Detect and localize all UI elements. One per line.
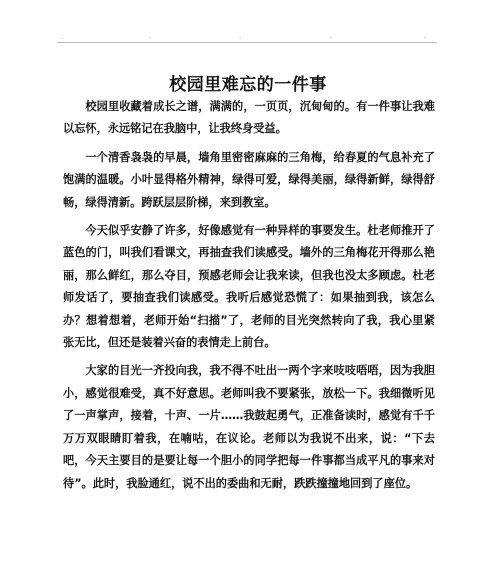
paragraph: 今天似乎安静了许多，好像感觉有一种异样的事要发生。杜老师推开了蓝色的门，叫我们看课文，再抽查我们读感受。墙外的三角梅花开得那么艳丽，那么鲜红，那么夺目，预感老师会让我来读，但我也没太多顾虑。杜老师发话了，要抽查我们读感受。我听后感觉恐慌了：如果抽到我，该怎么办？想着想着，老师开始“扫描”了，老师的目光突然转向了我，我心里紧张无比，但还是装着兴奋的表情走上前台。	[63, 224, 435, 350]
paragraph: 校园里收藏着成长之谱，满满的，一页页，沉甸甸的。有一件事让我难以忘怀，永远铭记在我脑中，让我终身受益。	[63, 100, 435, 136]
header-mark: -	[424, 34, 427, 41]
page-title: 校园里难忘的一件事	[169, 75, 327, 96]
header-rule	[57, 42, 437, 43]
header-mark: -	[330, 34, 333, 41]
header-mark: -	[149, 34, 152, 41]
article-body	[63, 96, 435, 495]
header-mark: -	[239, 34, 242, 41]
header-mark: ..	[60, 34, 64, 41]
paragraph: 大家的目光一齐投向我，我不得不吐出一两个字来吱吱唔唔，因为我胆小，感觉很难受，真不好意思。老师叫我不要紧张，放松一下。我细微听见了一声掌声，接着，十声、一片……我鼓起勇气，正准备读时，感觉有千千万万双眼睛盯着我，在喃咕，在议论。老师以为我说不出来，说：“下去吧，今天主要目的是要让每一个胆小的同学把每一件事都当成平凡的事来对待”。此时，我脸通红，说不出的委曲和无耐，跌跌撞撞地回到了座位。	[63, 364, 435, 490]
paragraph: 一个清香袅袅的早晨，墙角里密密麻麻的三角梅，给春夏的气息补充了饱满的温暖。小叶显得格外精神，绿得可爱，绿得美丽，绿得新鲜，绿得舒畅，绿得清新。跨跃层层阶梯，来到教室。	[63, 150, 435, 209]
